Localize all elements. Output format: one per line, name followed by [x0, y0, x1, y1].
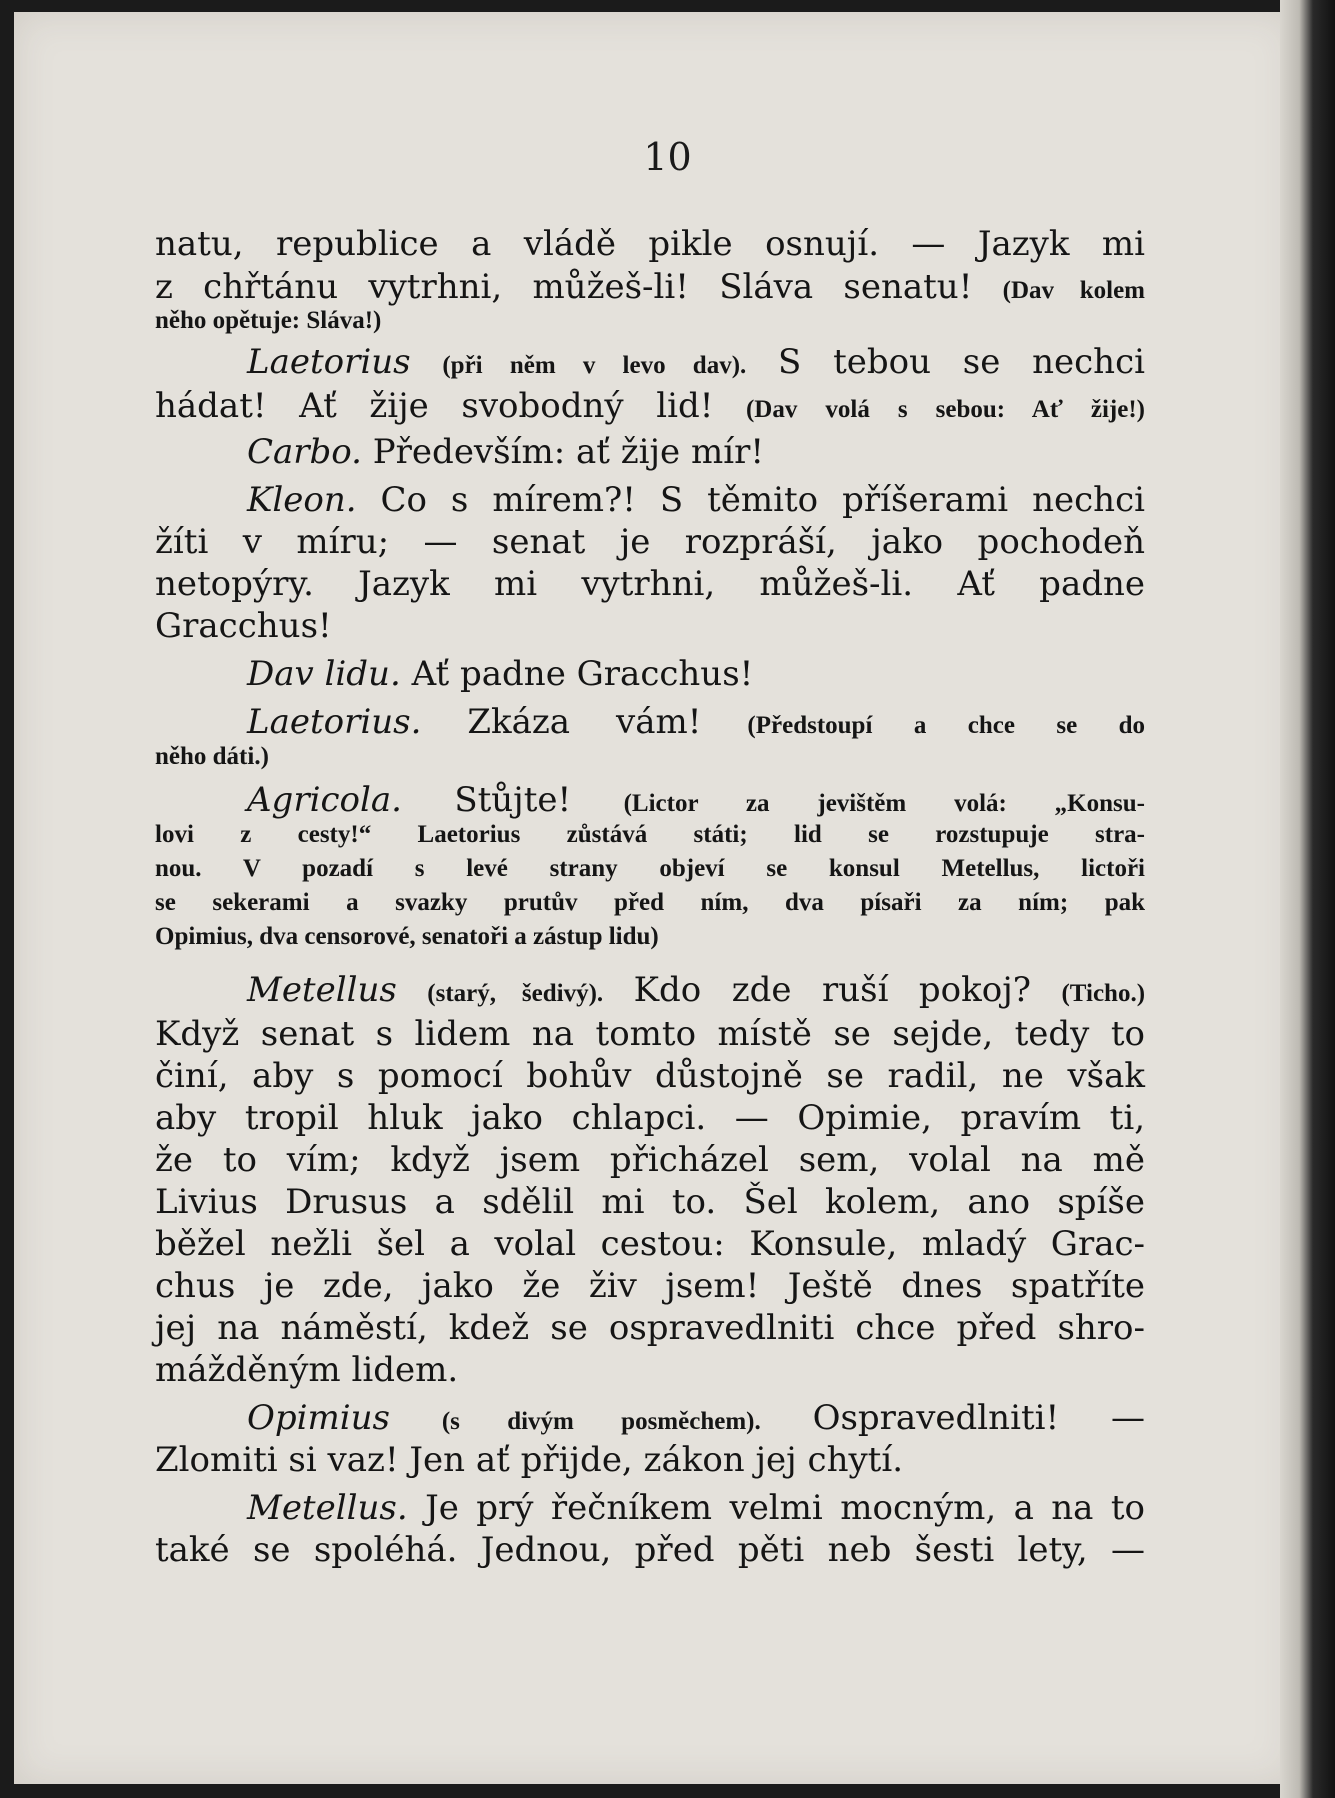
text-line: chus je zde, jako že živ jsem! Ještě dnes spatříte: [155, 1266, 1145, 1306]
stage-direction: (Ticho.): [1061, 980, 1146, 1007]
dialogue-line: Dav lidu. Ať padne Gracchus!: [247, 654, 754, 694]
text-line: činí, aby s pomocí bohův důstojně se radil, ne však: [155, 1056, 1145, 1096]
text-line: že to vím; když jsem přicházel sem, volal na mě: [155, 1140, 1145, 1180]
speaker-name: Carbo.: [247, 432, 362, 472]
stage-direction-line: lovi z cesty!“ Laetorius zůstává státi; lid se rozstupuje stra-: [155, 821, 1145, 848]
text-line: hádat! Ať žije svobodný lid! (Dav volá s sebou: Ať žije!): [155, 386, 1145, 426]
stage-direction: (Lictor za jevištěm volá: „Konsu-: [623, 790, 1145, 817]
stage-direction: (Dav volá s sebou: Ať žije!): [745, 396, 1145, 423]
speaker-name: Metellus: [247, 970, 397, 1010]
stage-direction-line: něho dáti.): [155, 743, 269, 770]
dialogue-line: Kleon. Co s mírem?! S těmito příšerami nechci: [247, 480, 1145, 520]
text-line: běžel nežli šel a volal cestou: Konsule, mladý Grac-: [155, 1224, 1145, 1264]
text-line: netopýry. Jazyk mi vytrhni, můžeš-li. Ať padne: [155, 564, 1145, 604]
text-line: natu, republice a vládě pikle osnují. — Jazyk mi: [155, 224, 1145, 264]
text-line: z chřtánu vytrhni, můžeš-li! Sláva senatu! (Dav kolem: [155, 267, 1145, 307]
stage-direction: (starý, šedivý).: [427, 980, 604, 1007]
dialogue-line: Metellus (starý, šedivý). Kdo zde ruší pokoj? (Ticho.): [247, 970, 1146, 1010]
text-line: Zlomiti si vaz! Jen ať přijde, zákon jej chytí.: [155, 1440, 904, 1480]
stage-direction-line: se sekerami a svazky prutův před ním, dva písaři za ním; pak: [155, 889, 1145, 916]
text-line: mážděným lidem.: [155, 1350, 459, 1390]
text-line: také se spoléhá. Jednou, před pěti neb šesti lety, —: [155, 1530, 1145, 1570]
stage-direction: (při něm v levo dav).: [442, 352, 747, 379]
text-line: Gracchus!: [155, 606, 332, 646]
text-line: Livius Drusus a sdělil mi to. Šel kolem, ano spíše: [155, 1182, 1145, 1222]
text-line: žíti v míru; — senat je rozpráší, jako pochodeň: [155, 522, 1145, 562]
speaker-name: Laetorius.: [247, 702, 422, 742]
text-line: aby tropil hluk jako chlapci. — Opimie, pravím ti,: [155, 1098, 1145, 1138]
stage-direction-line: něho opětuje: Sláva!): [155, 307, 382, 334]
text-line: Když senat s lidem na tomto místě se sejde, tedy to: [155, 1014, 1145, 1054]
dialogue-line: Carbo. Především: ať žije mír!: [247, 432, 764, 472]
dialogue-line: Agricola. Stůjte! (Lictor za jevištěm volá: „Konsu-: [247, 780, 1145, 820]
stage-direction-line: nou. V pozadí s levé strany objeví se konsul Metellus, lictoři: [155, 855, 1145, 882]
dialogue-line: Laetorius (při něm v levo dav). S tebou se nechci: [247, 342, 1145, 382]
dialogue-line: Opimius (s divým posměchem). Ospravedlniti! —: [247, 1398, 1146, 1438]
speaker-name: Dav lidu.: [247, 654, 401, 694]
speaker-name: Agricola.: [247, 780, 402, 820]
speaker-name: Opimius: [247, 1398, 390, 1438]
text-line: jej na náměstí, kdež se ospravedlniti chce před shro-: [155, 1308, 1145, 1348]
speaker-name: Kleon.: [247, 480, 357, 520]
stage-direction: (Dav kolem: [1002, 277, 1145, 304]
speaker-name: Metellus.: [247, 1488, 408, 1528]
stage-direction-line: Opimius, dva censorové, senatoři a zástup lidu): [155, 923, 659, 950]
speaker-name: Laetorius: [247, 342, 411, 382]
page-number: 10: [643, 135, 692, 179]
dialogue-line: Laetorius. Zkáza vám! (Předstoupí a chce se do: [247, 702, 1146, 742]
stage-direction: (Předstoupí a chce se do: [747, 712, 1146, 739]
book-gutter: [1280, 0, 1335, 1798]
stage-direction: (s divým posměchem).: [441, 1408, 761, 1435]
dialogue-line: Metellus. Je prý řečníkem velmi mocným, a na to: [247, 1488, 1145, 1528]
